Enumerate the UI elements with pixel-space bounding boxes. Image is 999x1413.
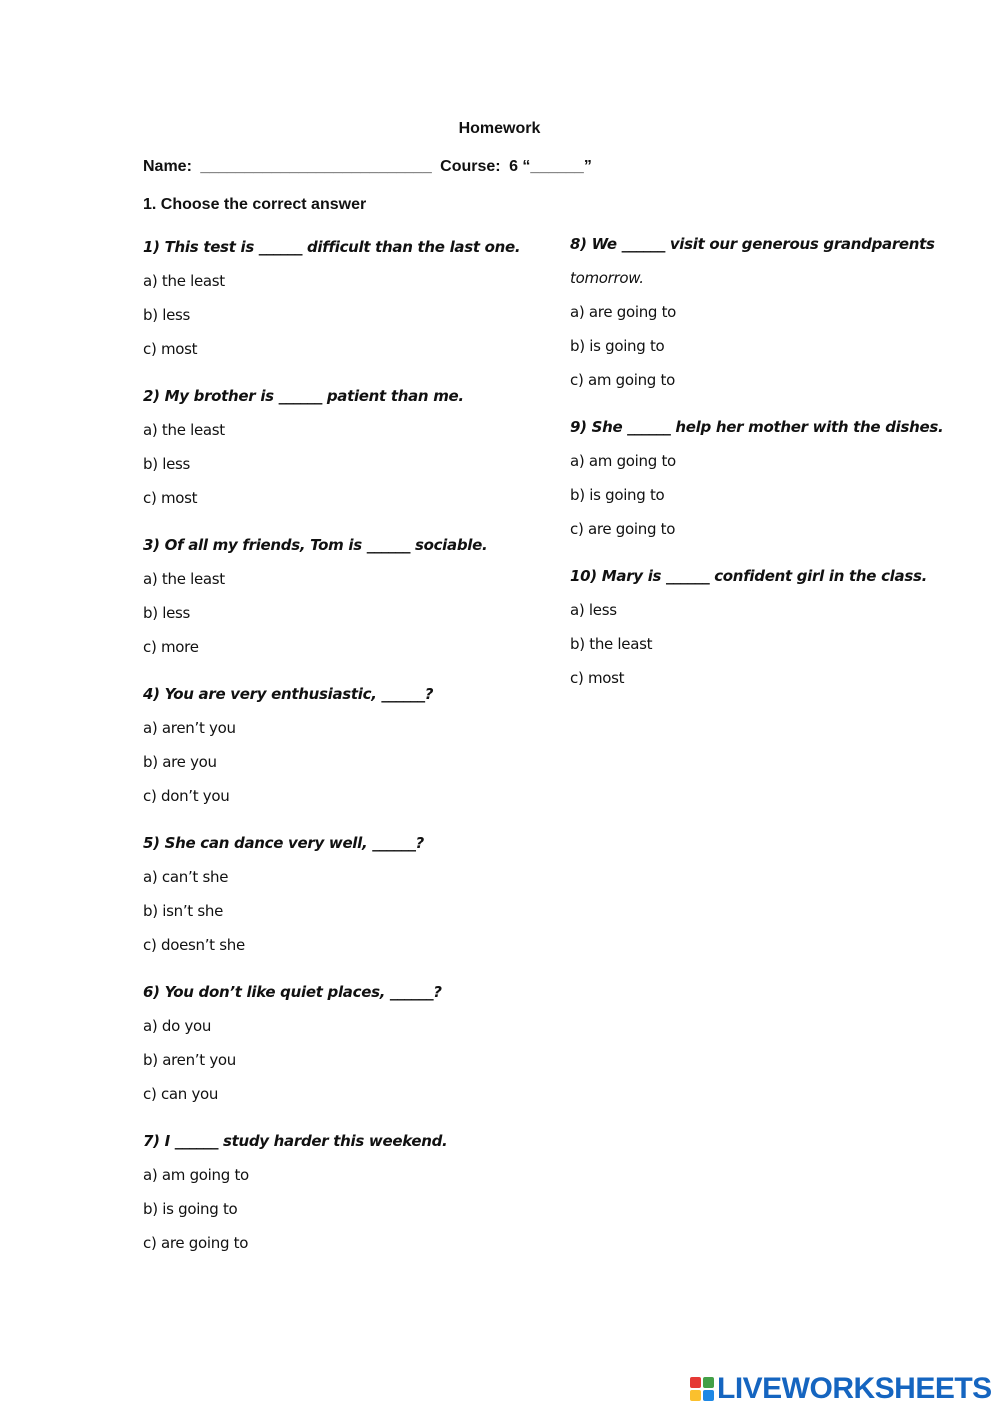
course-label: Course: [440, 158, 501, 175]
name-label: Name: [143, 158, 192, 175]
option[interactable]: c) more [143, 638, 199, 656]
worksheet-title: Homework [458, 120, 541, 137]
option[interactable]: c) most [570, 669, 625, 687]
option[interactable]: b) is going to [143, 1200, 238, 1218]
option[interactable]: b) less [143, 604, 191, 622]
option[interactable]: b) is going to [570, 486, 665, 504]
question-1 [143, 230, 563, 366]
name-blank[interactable]: __________________________ [200, 158, 432, 175]
option[interactable]: c) most [143, 340, 198, 358]
question-text: 2) My brother is ______ patient than me. [143, 387, 464, 405]
question-6 [143, 975, 563, 1111]
question-text: 3) Of all my friends, Tom is ______ sociable. [143, 536, 488, 554]
question-2 [143, 379, 563, 515]
option[interactable]: a) the least [143, 421, 225, 439]
option[interactable]: a) am going to [570, 452, 676, 470]
option[interactable]: b) aren’t you [143, 1051, 236, 1069]
course-value[interactable]: 6 “______” [509, 158, 592, 175]
question-text: 4) You are very enthusiastic, ______? [143, 685, 434, 703]
option[interactable]: a) aren’t you [143, 719, 236, 737]
liveworksheets-logo-icon [690, 1377, 714, 1401]
option[interactable]: c) are going to [143, 1234, 249, 1252]
option[interactable]: c) can you [143, 1085, 219, 1103]
option[interactable]: c) don’t you [143, 787, 230, 805]
question-4 [143, 677, 563, 813]
question-9 [570, 410, 950, 546]
question-10 [570, 559, 950, 695]
option[interactable]: b) are you [143, 753, 217, 771]
option[interactable]: a) do you [143, 1017, 212, 1035]
option[interactable]: c) are going to [570, 520, 676, 538]
name-course-row [143, 158, 596, 176]
question-text: 7) I ______ study harder this weekend. [143, 1132, 448, 1150]
question-text: 1) This test is ______ difficult than the last one. [143, 238, 521, 256]
option[interactable]: a) less [570, 601, 617, 619]
option[interactable]: a) are going to [570, 303, 677, 321]
question-text: 6) You don’t like quiet places, ______? [143, 983, 442, 1001]
right-column [570, 227, 950, 708]
option[interactable]: c) doesn’t she [143, 936, 245, 954]
option[interactable]: b) the least [570, 635, 653, 653]
option[interactable]: a) the least [143, 272, 225, 290]
option[interactable]: a) the least [143, 570, 225, 588]
question-5 [143, 826, 563, 962]
question-text: 10) Mary is ______ confident girl in the class. [570, 567, 927, 585]
option[interactable]: b) less [143, 306, 191, 324]
option[interactable]: b) is going to [570, 337, 665, 355]
section-heading: 1. Choose the correct answer [143, 196, 367, 213]
option[interactable]: c) most [143, 489, 198, 507]
option[interactable]: c) am going to [570, 371, 675, 389]
liveworksheets-logo[interactable] [690, 1372, 992, 1406]
question-7 [143, 1124, 563, 1260]
question-3 [143, 528, 563, 664]
question-continuation: tomorrow. [570, 269, 644, 287]
option[interactable]: a) am going to [143, 1166, 249, 1184]
option[interactable]: a) can’t she [143, 868, 229, 886]
option[interactable]: b) less [143, 455, 191, 473]
left-column [143, 230, 563, 1273]
question-text: 8) We ______ visit our generous grandparents [570, 235, 935, 253]
logo-text: LIVEWORKSHEETS [717, 1372, 992, 1405]
question-8 [570, 227, 950, 397]
question-text: 5) She can dance very well, ______? [143, 834, 424, 852]
question-text: 9) She ______ help her mother with the dishes. [570, 418, 944, 436]
option[interactable]: b) isn’t she [143, 902, 223, 920]
